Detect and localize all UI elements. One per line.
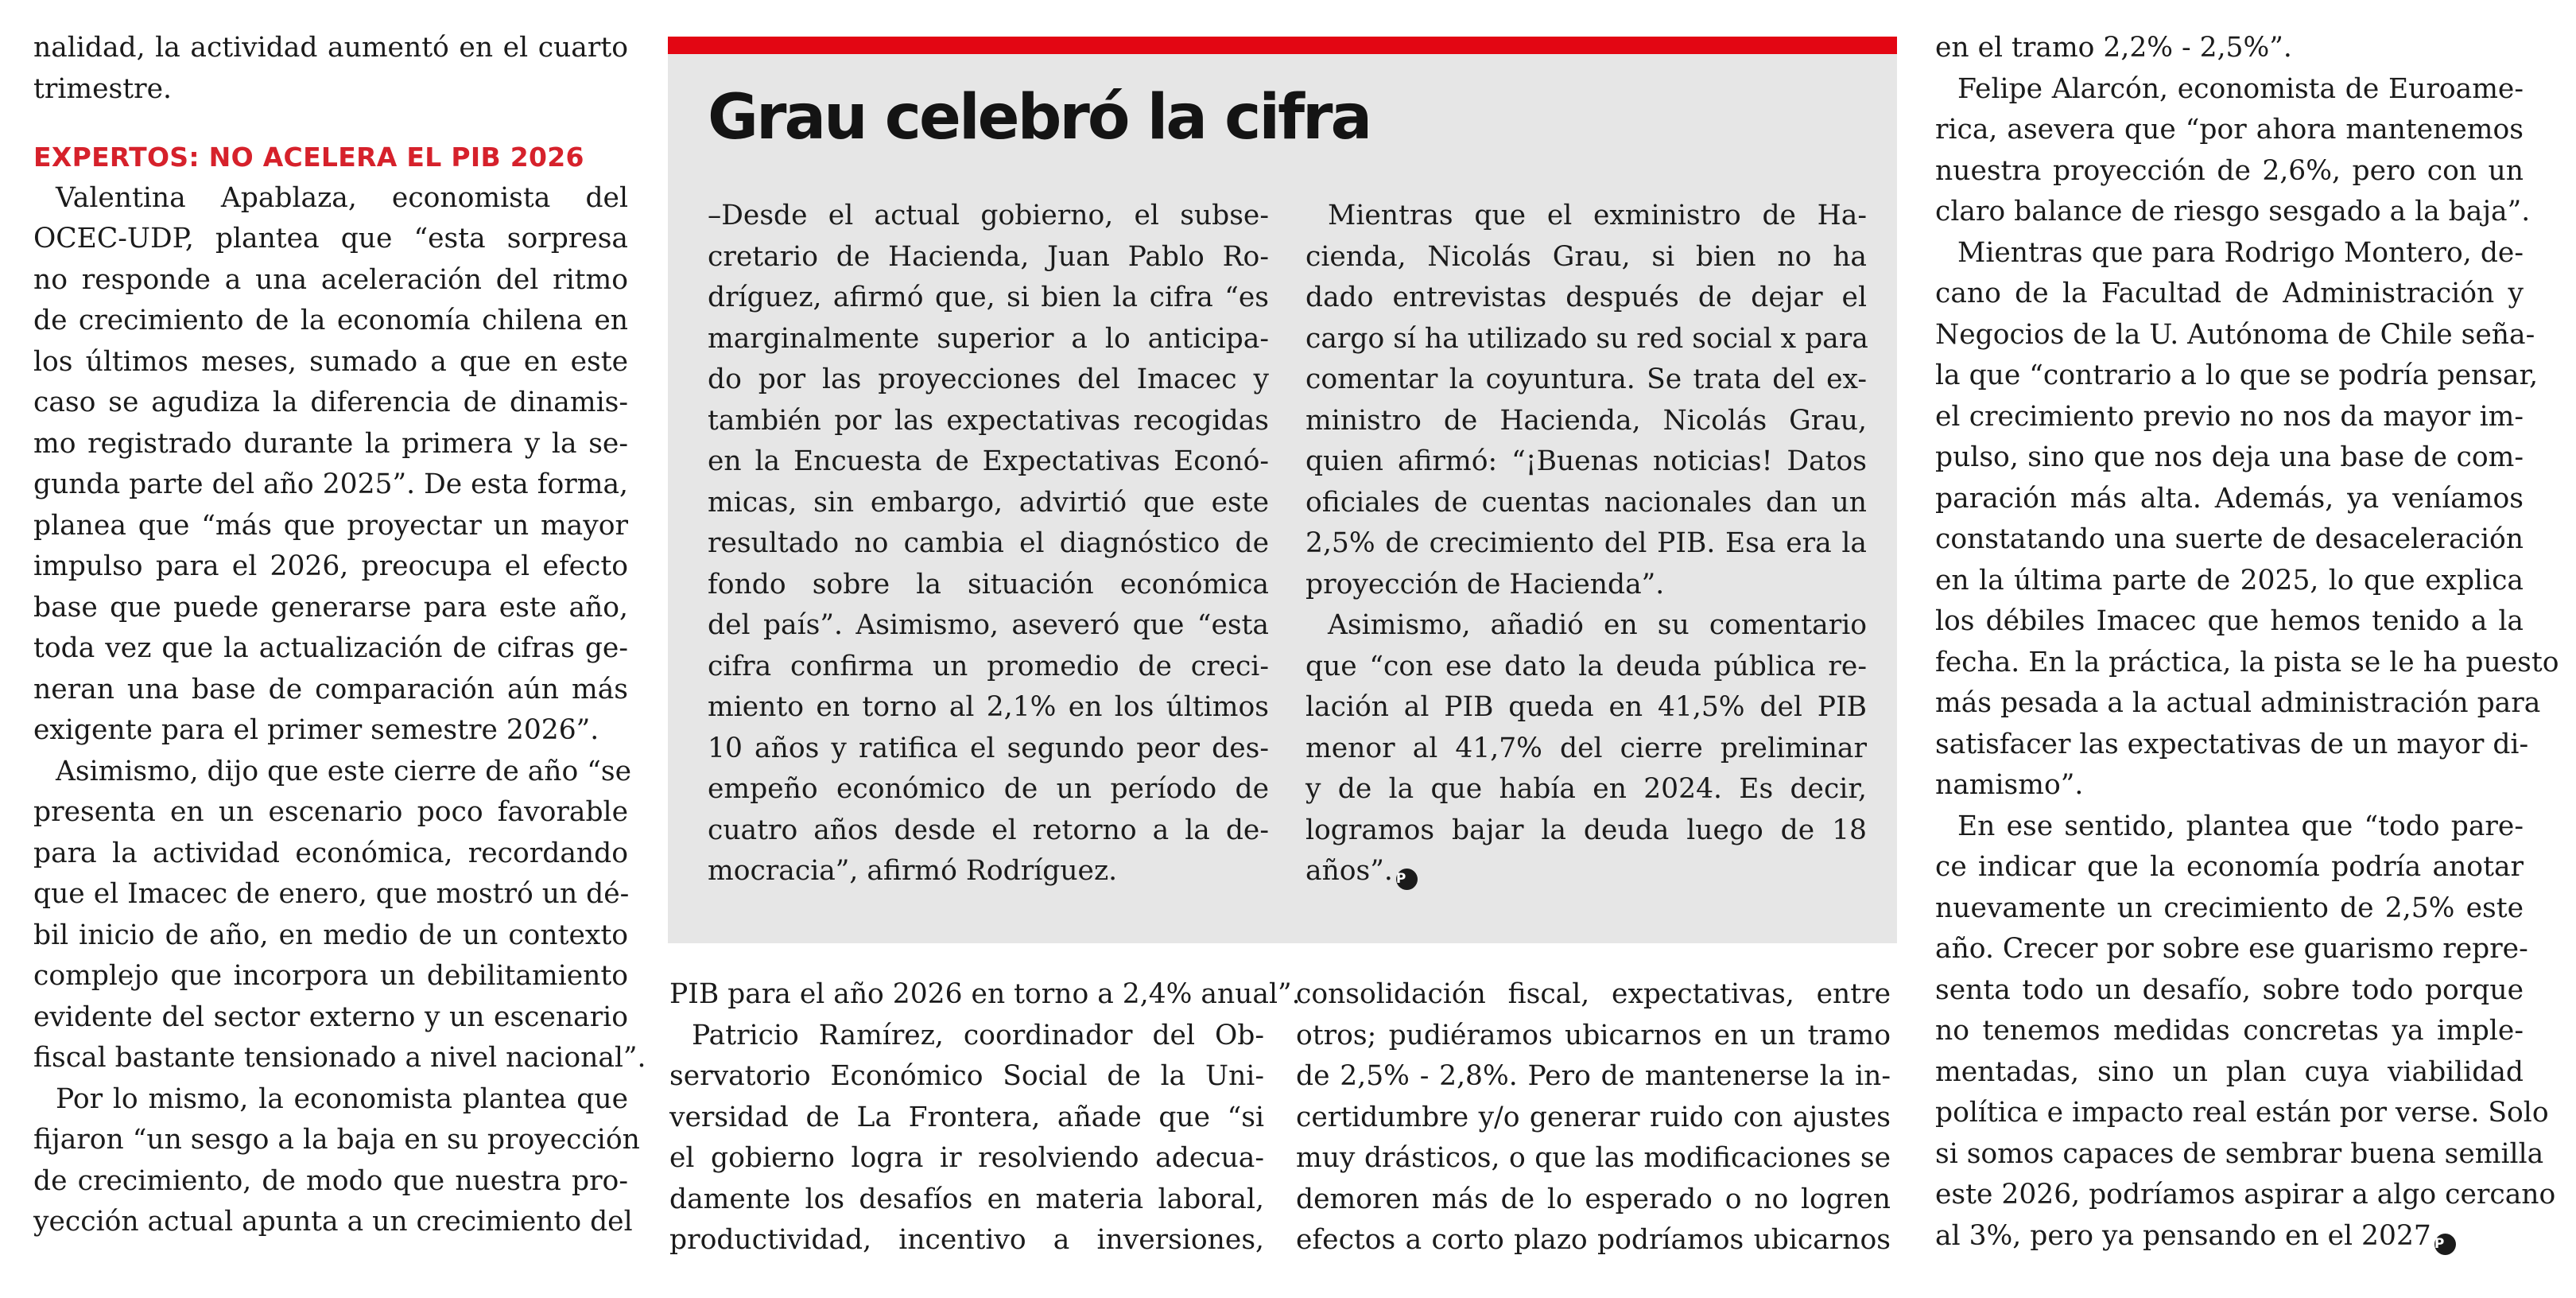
- text-line: ce indicar que la economía podría anotar: [1935, 851, 2524, 883]
- text-line: más pesada a la actual administración para: [1935, 687, 2541, 719]
- text-line: [1305, 851, 1867, 892]
- text-line: presenta en un escenario poco favorable: [33, 796, 628, 828]
- text-line: los débiles Imacec que hemos tenido a la: [1935, 605, 2524, 637]
- text-line: en la Encuesta de Expectativas Econó-: [708, 445, 1269, 477]
- text-line: certidumbre y/o generar ruido con ajustes: [1296, 1101, 1891, 1133]
- sidebar-box: [668, 37, 1897, 943]
- text-line: caso se agudiza la diferencia de dinamis-: [33, 387, 628, 418]
- text-line: cargo sí ha utilizado su red social x para: [1305, 322, 1868, 355]
- paragraph: [33, 178, 628, 752]
- text-line: proyección de Hacienda”.: [1305, 568, 1665, 600]
- text-line: constatando una suerte de desaceleración: [1935, 523, 2524, 555]
- text-line: cifra confirma un promedio de creci-: [708, 650, 1269, 682]
- text-line: demoren más de lo esperado o no logren: [1296, 1183, 1891, 1215]
- text-line: fondo sobre la situación económica: [708, 568, 1269, 600]
- text-line: Mientras que para Rodrigo Montero, de-: [1957, 236, 2524, 269]
- text-line: evidente del sector externo y un escenario: [33, 1001, 628, 1033]
- end-mark-icon: P: [1396, 869, 1418, 890]
- text-line: resultado no cambia el diagnóstico de: [708, 527, 1269, 559]
- text-line: cano de la Facultad de Administración y: [1935, 278, 2524, 309]
- text-line: paración más alta. Además, ya veníamos: [1935, 482, 2524, 515]
- text-line: neran una base de comparación aún más: [33, 673, 628, 705]
- text-line: PIB para el año 2026 en torno a 2,4% anual”.: [669, 978, 1301, 1010]
- text-line: –Desde el actual gobierno, el subse-: [708, 200, 1269, 231]
- text-line: otros; pudiéramos ubicarnos en un tramo: [1296, 1019, 1891, 1051]
- text-line: Negocios de la U. Autónoma de Chile seña-: [1935, 318, 2535, 351]
- text-line: para la actividad económica, recordando: [33, 837, 628, 869]
- paragraph: [33, 28, 628, 110]
- paragraph: [33, 752, 646, 1079]
- text-line: OCEC-UDP, plantea que “esta sorpresa: [33, 223, 628, 255]
- text-line: satisfacer las expectativas de un mayor di-: [1935, 728, 2529, 760]
- text-line: de 2,5% - 2,8%. Pero de mantenerse la in-: [1296, 1060, 1891, 1092]
- text-line: en la última parte de 2025, lo que explica: [1935, 564, 2524, 597]
- text-fragment: al 3%, pero ya pensando en el 2027: [1935, 1219, 2431, 1252]
- text-line: servatorio Económico Social de la Uni-: [669, 1060, 1264, 1092]
- text-line: del país”. Asimismo, aseveró que “esta: [708, 609, 1269, 641]
- text-line: trimestre.: [33, 72, 172, 105]
- text-line: impulso para el 2026, preocupa el efecto: [33, 550, 628, 582]
- text-line: namismo”.: [1935, 769, 2084, 801]
- text-line: Patricio Ramírez, coordinador del Ob-: [692, 1019, 1264, 1051]
- text-line: este 2026, podríamos aspirar a algo cercano: [1935, 1179, 2556, 1211]
- text-line: cretario de Hacienda, Juan Pablo Ro-: [708, 240, 1269, 273]
- text-line: [1935, 1216, 2524, 1257]
- text-line: los últimos meses, sumado a que en este: [33, 345, 628, 378]
- text-line: complejo que incorpora un debilitamiento: [33, 960, 628, 992]
- text-line: menor al 41,7% del cierre preliminar: [1305, 732, 1867, 764]
- text-line: micas, sin embargo, advirtió que este: [708, 486, 1269, 519]
- text-line: si somos capaces de sembrar buena semilla: [1935, 1137, 2544, 1170]
- text-line: productividad, incentivo a inversiones,: [669, 1224, 1264, 1256]
- text-line: que el Imacec de enero, que mostró un dé-: [33, 878, 630, 910]
- text-line: mo registrado durante la primera y la se-: [33, 427, 628, 460]
- article-column-3: [1296, 974, 1891, 1261]
- article-column-4: [1935, 28, 2559, 1257]
- text-line: comentar la coyuntura. Se trata del ex-: [1305, 363, 1867, 395]
- text-line: gunda parte del año 2025”. De esta forma,: [33, 468, 628, 500]
- text-line: nuestra proyección de 2,6%, pero con un: [1935, 154, 2524, 187]
- text-line: versidad de La Frontera, añade que “si: [669, 1101, 1264, 1133]
- text-line: logramos bajar la deuda luego de 18: [1305, 814, 1867, 846]
- text-line: Valentina Apablaza, economista del: [56, 181, 628, 214]
- sidebar-accent-bar: [668, 37, 1897, 54]
- text-line: fijaron “un sesgo a la baja en su proyección: [33, 1124, 640, 1156]
- section-subhead: EXPERTOS: NO ACELERA EL PIB 2026: [33, 142, 584, 173]
- text-line: también por las expectativas recogidas: [708, 404, 1269, 437]
- text-line: año. Crecer por sobre ese guarismo repre-: [1935, 933, 2528, 965]
- text-line: el crecimiento previo no nos da mayor im-: [1935, 400, 2524, 433]
- text-line: de crecimiento, de modo que nuestra pro-: [33, 1164, 628, 1197]
- paragraph: [1935, 806, 2556, 1257]
- text-line: exigente para el primer semestre 2026”.: [33, 714, 599, 746]
- text-line: dríguez, afirmó que, si bien la cifra “es: [708, 282, 1269, 313]
- paragraph: [1305, 605, 1867, 892]
- text-line: no responde a una aceleración del ritmo: [33, 263, 628, 296]
- text-line: Felipe Alarcón, economista de Euroame-: [1957, 72, 2524, 105]
- paragraph: [1305, 196, 1867, 605]
- text-line: En ese sentido, plantea que “todo pare-: [1957, 810, 2524, 842]
- article-column-2: [669, 974, 1301, 1261]
- text-line: la que “contrario a lo que se podría pensar,: [1935, 359, 2539, 391]
- text-line: que “con ese dato la deuda pública re-: [1305, 650, 1867, 682]
- text-line: efectos a corto plazo podríamos ubicarnos: [1296, 1224, 1891, 1256]
- text-fragment: años”.: [1305, 855, 1393, 887]
- paragraph: [1935, 233, 2559, 806]
- text-line: mentadas, sino un plan cuya viabilidad: [1935, 1055, 2524, 1088]
- text-line: empeño económico de un período de: [708, 773, 1269, 805]
- text-line: consolidación fiscal, expectativas, entre: [1296, 978, 1891, 1010]
- text-line: lación al PIB queda en 41,5% del PIB: [1305, 691, 1867, 723]
- text-line: base que puede generarse para este año,: [33, 591, 628, 624]
- text-line: miento en torno al 2,1% en los últimos: [708, 691, 1269, 723]
- text-line: yección actual apunta a un crecimiento del: [33, 1206, 633, 1238]
- paragraph: [669, 974, 1301, 1016]
- text-line: política e impacto real están por verse. Solo: [1935, 1097, 2549, 1129]
- paragraph: [1935, 69, 2531, 233]
- text-line: fiscal bastante tensionado a nivel nacional”.: [33, 1042, 646, 1074]
- text-line: mocracia”, afirmó Rodríguez.: [708, 855, 1118, 887]
- text-line: el gobierno logra ir resolviendo adecua-: [669, 1142, 1264, 1174]
- text-line: rica, asevera que “por ahora mantenemos: [1935, 114, 2524, 146]
- paragraph: [1935, 28, 2524, 69]
- paragraph: [1296, 974, 1891, 1261]
- article-column-1: [33, 28, 646, 1243]
- text-line: nuevamente un crecimiento de 2,5% este: [1935, 892, 2524, 924]
- text-line: 2,5% de crecimiento del PIB. Esa era la: [1305, 527, 1867, 559]
- text-line: 10 años y ratifica el segundo peor des-: [708, 732, 1269, 764]
- text-line: do por las proyecciones del Imacec y: [708, 363, 1269, 395]
- text-line: planea que “más que proyectar un mayor: [33, 509, 628, 542]
- sidebar-column-1: [708, 196, 1269, 892]
- text-line: dado entrevistas después de dejar el: [1305, 282, 1867, 313]
- text-line: no tenemos medidas concretas ya imple-: [1935, 1015, 2524, 1047]
- text-line: cuatro años desde el retorno a la de-: [708, 814, 1269, 846]
- text-line: Asimismo, añadió en su comentario: [1328, 609, 1867, 641]
- end-mark-icon: P: [2434, 1234, 2456, 1255]
- text-line: damente los desafíos en materia laboral,: [669, 1183, 1264, 1215]
- paragraph: [708, 196, 1269, 892]
- text-line: cienda, Nicolás Grau, si bien no ha: [1305, 240, 1867, 273]
- text-line: y de la que había en 2024. Es decir,: [1305, 773, 1867, 805]
- text-line: quien afirmó: “¡Buenas noticias! Datos: [1305, 445, 1867, 477]
- text-line: Por lo mismo, la economista plantea que: [56, 1082, 628, 1115]
- text-line: Mientras que el exministro de Ha-: [1328, 200, 1867, 231]
- paragraph: [669, 1016, 1264, 1261]
- text-line: toda vez que la actualización de cifras ge-: [33, 632, 628, 664]
- sidebar-column-2: [1305, 196, 1867, 892]
- paragraph: [33, 1079, 640, 1243]
- text-line: muy drásticos, o que las modificaciones se: [1296, 1142, 1891, 1174]
- text-line: ministro de Hacienda, Nicolás Grau,: [1305, 404, 1867, 437]
- text-line: bil inicio de año, en medio de un contexto: [33, 919, 628, 951]
- sidebar-title: Grau celebró la cifra: [708, 82, 1371, 154]
- text-line: de crecimiento de la economía chilena en: [33, 305, 628, 336]
- text-line: oficiales de cuentas nacionales dan un: [1305, 486, 1867, 519]
- text-line: fecha. En la práctica, la pista se le ha puesto: [1935, 646, 2559, 678]
- text-line: marginalmente superior a lo anticipa-: [708, 322, 1269, 355]
- text-line: en el tramo 2,2% - 2,5%”.: [1935, 32, 2292, 64]
- text-line: senta todo un desafío, sobre todo porque: [1935, 973, 2524, 1006]
- text-line: pulso, sino que nos deja una base de com-: [1935, 441, 2524, 473]
- text-line: nalidad, la actividad aumentó en el cuarto: [33, 32, 628, 64]
- text-line: claro balance de riesgo sesgado a la baja”.: [1935, 196, 2531, 227]
- text-line: Asimismo, dijo que este cierre de año “se: [56, 755, 632, 787]
